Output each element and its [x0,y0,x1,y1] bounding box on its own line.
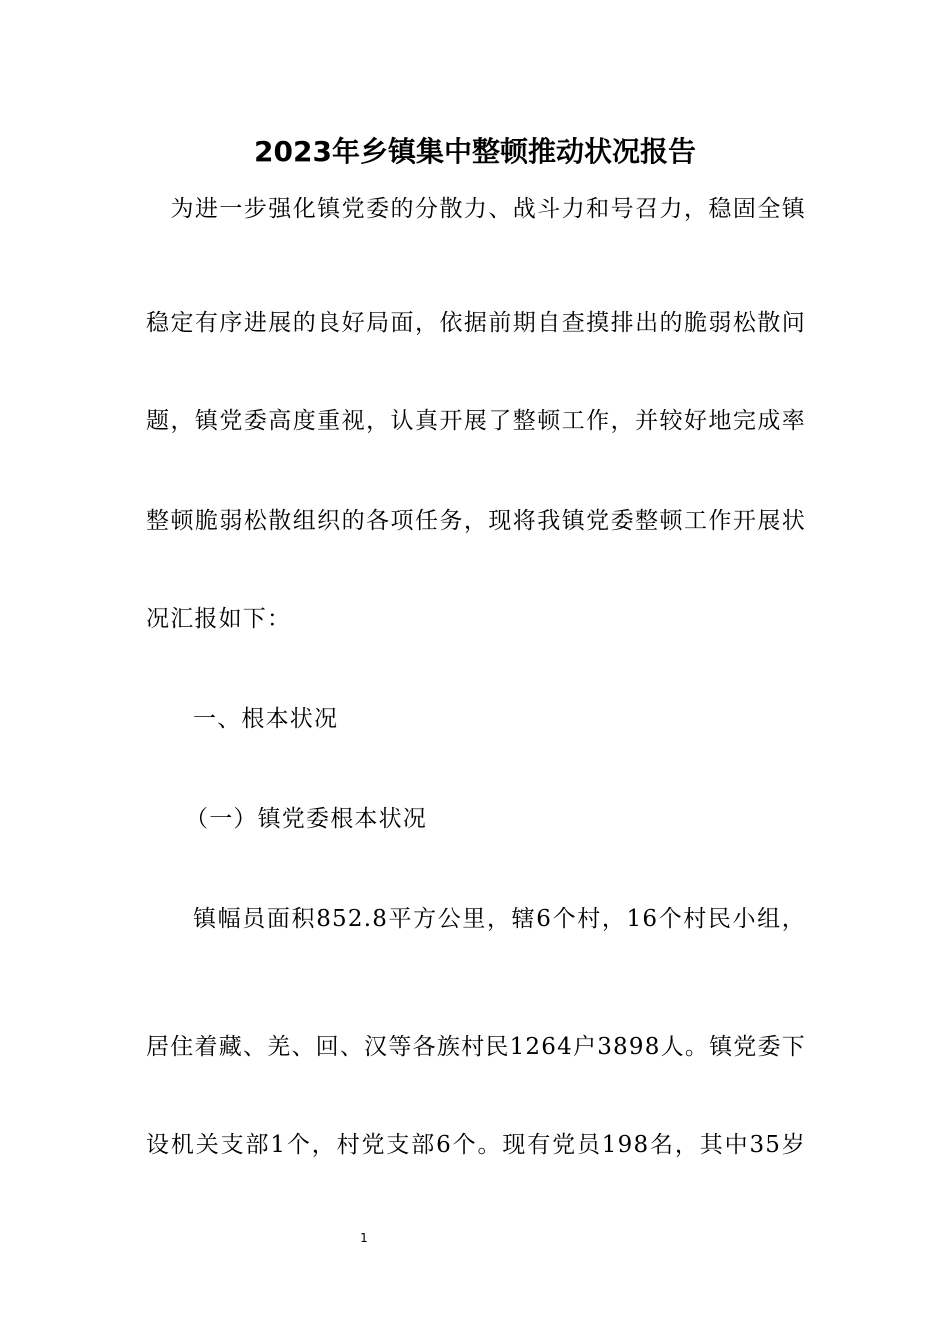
section-heading: 一、根本状况 [193,706,339,732]
paragraph-line: 稳定有序进展的良好局面，依据前期自查摸排出的脆弱松散问 [146,310,806,336]
document-title: 2023年乡镇集中整顿推动状况报告 [254,135,696,168]
paragraph-line: 镇幅员面积852.8平方公里，辖6个村，16个村民小组， [193,906,806,932]
paragraph-line: 题，镇党委高度重视，认真开展了整顿工作，并较好地完成率 [146,408,806,434]
paragraph-line: 整顿脆弱松散组织的各项任务，现将我镇党委整顿工作开展状 [146,508,806,534]
subsection-heading: （一）镇党委根本状况 [185,806,427,832]
paragraph-line: 为进一步强化镇党委的分散力、战斗力和号召力，稳固全镇 [146,196,806,222]
paragraph-line: 况汇报如下： [146,606,292,632]
paragraph-line: 居住着藏、羌、回、汉等各族村民1264户3898人。镇党委下 [146,1034,806,1060]
page-number: 1 [360,1231,368,1245]
paragraph-line: 设机关支部1个，村党支部6个。现有党员198名，其中35岁 [146,1132,806,1158]
